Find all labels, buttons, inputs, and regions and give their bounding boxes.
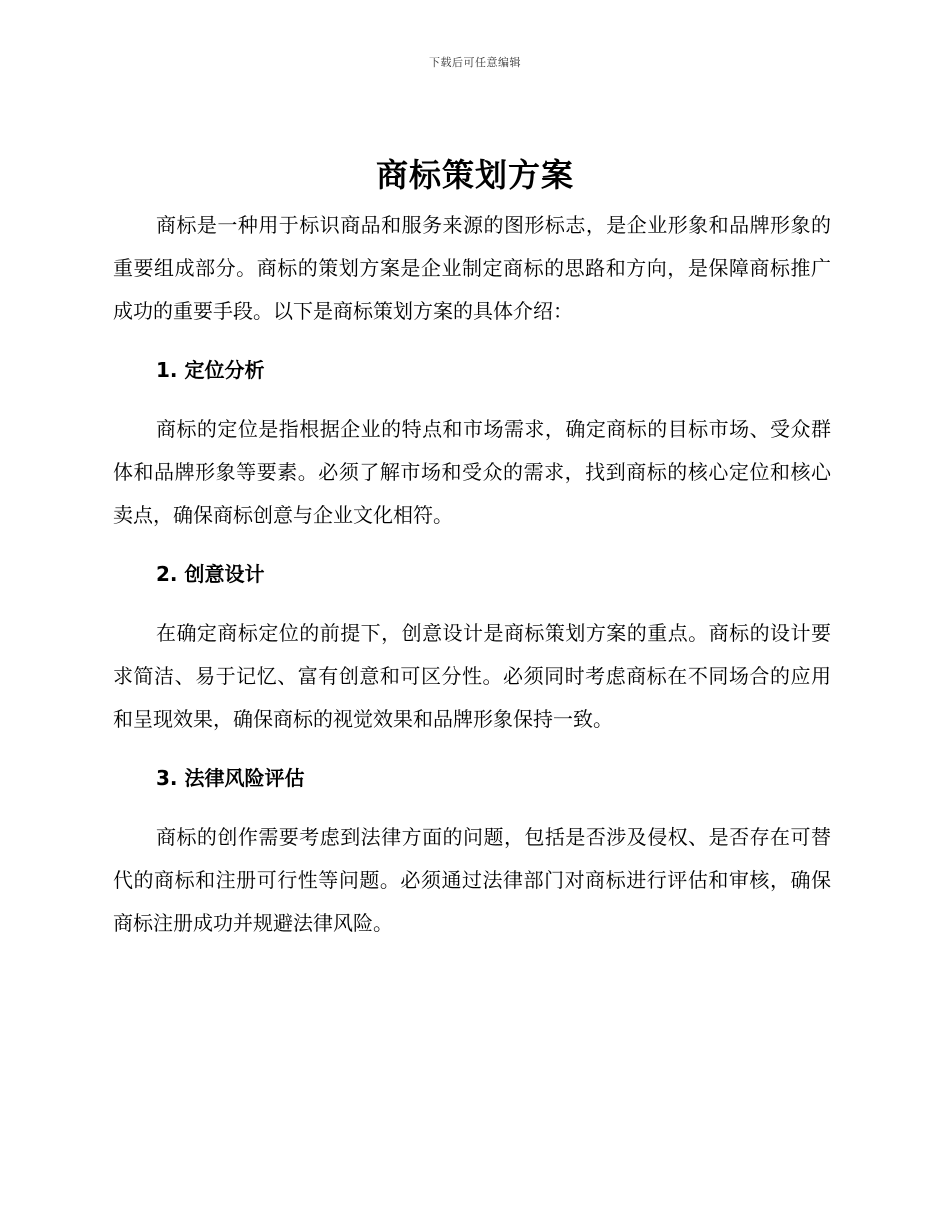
intro-paragraph: 商标是一种用于标识商品和服务来源的图形标志，是企业形象和品牌形象的重要组成部分。商标的策划方案是企业制定商标的思路和方向，是保障商标推广成功的重要手段。以下是商标策划方案的具体介绍： [113,213,831,323]
page-header-note: 下载后可任意编辑 [429,56,521,69]
section-heading-legal-risk: 3. 法律风险评估 [156,766,305,790]
section-heading-creative-design: 2. 创意设计 [156,562,265,586]
document-body [113,204,831,945]
section-text-positioning: 商标的定位是指根据企业的特点和市场需求，确定商标的目标市场、受众群体和品牌形象等要素。必须了解市场和受众的需求，找到商标的核心定位和核心卖点，确保商标创意与企业文化相符。 [113,417,831,527]
section-text-creative-design: 在确定商标定位的前提下，创意设计是商标策划方案的重点。商标的设计要求简洁、易于记忆、富有创意和可区分性。必须同时考虑商标在不同场合的应用和呈现效果，确保商标的视觉效果和品牌形象保持一致。 [113,621,831,731]
document-title: 商标策划方案 [375,156,574,194]
section-heading-positioning: 1. 定位分析 [156,358,265,382]
section-text-legal-risk: 商标的创作需要考虑到法律方面的问题，包括是否涉及侵权、是否存在可替代的商标和注册可行性等问题。必须通过法律部门对商标进行评估和审核，确保商标注册成功并规避法律风险。 [113,825,831,935]
